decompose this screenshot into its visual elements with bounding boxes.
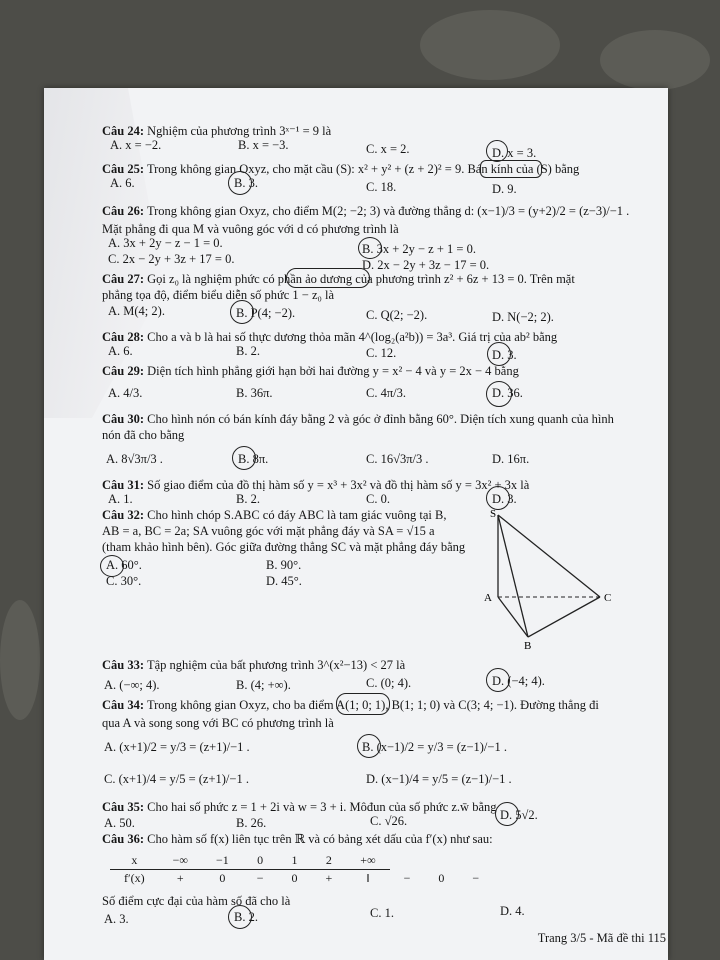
q35-option-a: A. 50. [104, 816, 135, 830]
q24-option-b: B. x = −3. [238, 138, 289, 152]
q35-option-d: D. 5√2. [500, 808, 538, 822]
q36-option-a: A. 3. [104, 912, 129, 926]
q24-option-a: A. x = −2. [110, 138, 162, 152]
edge-sc [498, 515, 600, 597]
sign-table-cell: + [325, 871, 333, 885]
question-27: Câu 27: Gọi z₀ là nghiệm phức có phần ảo dương của phương trình z² + 6z + 13 = 0. Trên mặt [102, 272, 575, 286]
vertex-b: B [524, 640, 532, 652]
edge-sb [498, 515, 528, 637]
q28-option-d: D. 3. [492, 348, 517, 362]
q30-option-c: C. 16√3π/3 . [366, 452, 429, 466]
sign-table-cell: − [472, 870, 480, 885]
q32-option-a: A. 60°. [106, 558, 142, 572]
question-28: Câu 28: Cho a và b là hai số thực dương thỏa mãn 4^(log₂(a²b)) = 3a³. Giá trị của ab² bằng [102, 330, 558, 344]
q29-option-d: D. 36. [492, 386, 523, 400]
question-25: Câu 25: Trong không gian Oxyz, cho mặt cầu (S): x² + y² + (z + 2)² = 9. Bán kính của (S) bằng [102, 162, 580, 176]
q29-option-c: C. 4π/3. [366, 386, 406, 400]
highlight-box [286, 268, 370, 288]
q30-option-d: D. 16π. [492, 452, 530, 466]
sign-table-f-header: f′(x) [124, 871, 145, 885]
question-26: Câu 26: Trong không gian Oxyz, cho điểm M(2; −2; 3) và đường thẳng d: (x−1)/3 = (y+2)/2 = (z−3)/−1 . [102, 204, 630, 218]
q33-option-d: D. (−4; 4). [492, 674, 545, 688]
sign-table-cell: −1 [202, 852, 243, 870]
sign-table-cell: + [176, 871, 184, 885]
q28-option-a: A. 6. [108, 344, 133, 358]
q32-option-b: B. 90°. [266, 558, 302, 572]
answer-circle [486, 668, 510, 692]
q28-option-b: B. 2. [236, 344, 260, 358]
sign-table-cell: +∞ [346, 852, 389, 870]
q24-option-c: C. x = 2. [366, 142, 410, 156]
q29-option-b: B. 36π. [236, 386, 273, 400]
sign-table-cell: 0 [438, 870, 445, 885]
sign-table-cell: ‖ [366, 871, 370, 885]
sign-table-cell: 0 [219, 871, 226, 885]
question-29: Câu 29: Diện tích hình phẳng giới hạn bởi hai đường y = x² − 4 và y = 2x − 4 bằng [102, 364, 519, 378]
q26-option-a: A. 3x + 2y − z − 1 = 0. [108, 236, 223, 250]
q31-option-d: D. 3. [492, 492, 517, 506]
answer-circle [486, 140, 508, 162]
q32-option-d: D. 45°. [266, 574, 302, 588]
sign-table-x-header: x [110, 852, 159, 870]
sign-table-cell: 1 [278, 852, 312, 870]
q30-option-a: A. 8√3π/3 . [106, 452, 163, 466]
sign-table-cell: −∞ [159, 852, 202, 870]
q34-option-a: A. (x+1)/2 = y/3 = (z+1)/−1 . [104, 740, 250, 754]
q26-option-c: C. 2x − 2y + 3z + 17 = 0. [108, 252, 235, 266]
q27-option-b: B. P(4; −2). [236, 306, 296, 320]
highlight-box [336, 693, 390, 715]
question-36: Câu 36: Cho hàm số f(x) liên tục trên ℝ và có bảng xét dấu của f′(x) như sau: [102, 832, 493, 846]
q25-option-a: A. 6. [110, 176, 135, 190]
question-36-line2: Số điểm cực đại của hàm số đã cho là [102, 894, 291, 908]
answer-circle [486, 381, 512, 407]
sign-table-cell: 0 [243, 852, 278, 870]
page-footer: Trang 3/5 - Mã đề thi 115 [537, 931, 666, 945]
vertex-s: S [490, 508, 497, 520]
answer-circle [357, 734, 381, 758]
q33-option-c: C. (0; 4). [366, 676, 412, 690]
question-30-line2: nón đã cho bằng [102, 428, 185, 442]
question-24: Câu 24: Nghiệm của phương trình 3ˣ⁻¹ = 9 là [102, 124, 332, 138]
q25-option-b: B. 3. [234, 176, 258, 190]
answer-circle [487, 342, 511, 366]
q30-option-b: B. 8π. [238, 452, 269, 466]
answer-circle [100, 555, 124, 577]
vertex-c: C [604, 592, 612, 604]
q25-option-d: D. 9. [492, 182, 517, 196]
question-34: Câu 34: Trong không gian Oxyz, cho ba điểm A(1; 0; 1), B(1; 1; 0) và C(3; 4; −1). Đường thẳng đi [102, 698, 599, 712]
q31-option-a: A. 1. [108, 492, 133, 506]
q28-option-c: C. 12. [366, 346, 397, 360]
answer-circle [358, 237, 382, 259]
question-32: Câu 32: Cho hình chóp S.ABC có đáy ABC là tam giác vuông tại B, [102, 508, 447, 522]
q29-option-a: A. 4/3. [108, 386, 143, 400]
pyramid-figure [480, 505, 620, 655]
question-35: Câu 35: Cho hai số phức z = 1 + 2i và w = 3 + i. Môđun của số phức z.w̄ bằng [102, 800, 497, 814]
sign-table [110, 852, 493, 887]
question-26-line2: Mặt phẳng đi qua M và vuông góc với d có phương trình là [102, 222, 399, 236]
answer-circle [228, 171, 252, 195]
question-34-line2: qua A và song song với BC có phương trình là [102, 716, 334, 730]
q36-option-c: C. 1. [370, 906, 394, 920]
q34-option-d: D. (x−1)/4 = y/5 = (z−1)/−1 . [366, 772, 512, 786]
q24-option-d: D. x = 3. [492, 146, 537, 160]
question-30: Câu 30: Cho hình nón có bán kính đáy bằng 2 và góc ở đỉnh bằng 60°. Diện tích xung quanh của hình [102, 412, 614, 426]
q33-option-b: B. (4; +∞). [236, 678, 291, 692]
q31-option-c: C. 0. [366, 492, 390, 506]
q25-option-c: C. 18. [366, 180, 397, 194]
q36-option-b: B. 2. [234, 910, 258, 924]
question-32-line3: (tham khảo hình bên). Góc giữa đường thẳng SC và mặt phẳng đáy bằng [102, 540, 466, 554]
sign-table-cell: 0 [291, 871, 298, 885]
vertex-a: A [484, 592, 492, 604]
q31-option-b: B. 2. [236, 492, 260, 506]
q26-option-b: B. 3x + 2y − z + 1 = 0. [362, 242, 476, 256]
q27-option-a: A. M(4; 2). [108, 304, 165, 318]
q33-option-a: A. (−∞; 4). [104, 678, 160, 692]
answer-circle [232, 446, 256, 470]
q27-option-c: C. Q(2; −2). [366, 308, 428, 322]
sign-table-cell: 2 [312, 852, 347, 870]
sign-table-cell: − [256, 871, 264, 885]
q26-option-d: D. 2x − 2y + 3z − 17 = 0. [362, 258, 490, 272]
question-32-line2: AB = a, BC = 2a; SA vuông góc với mặt phẳng đáy và SA = √15 a [102, 524, 435, 538]
edge-bc [528, 597, 600, 637]
question-27-line2: phẳng tọa độ, điểm biểu diễn số phức 1 − z₀ là [102, 288, 335, 302]
highlight-box [480, 160, 542, 178]
q34-option-b: B. (x−1)/2 = y/3 = (z−1)/−1 . [362, 740, 507, 754]
q32-option-c: C. 30°. [106, 574, 142, 588]
answer-circle [230, 300, 254, 324]
answer-circle [495, 802, 519, 826]
question-33: Câu 33: Tập nghiệm của bất phương trình 3^(x²−13) < 27 là [102, 658, 406, 672]
answer-circle [228, 905, 252, 929]
question-31: Câu 31: Số giao điểm của đồ thị hàm số y = x³ + 3x² và đồ thị hàm số y = 3x² + 3x là [102, 478, 530, 492]
q27-option-d: D. N(−2; 2). [492, 310, 554, 324]
q35-option-b: B. 26. [236, 816, 267, 830]
sign-table-cell: − [403, 870, 411, 885]
q35-option-c: C. √26. [370, 814, 408, 828]
q36-option-d: D. 4. [500, 904, 525, 918]
q34-option-c: C. (x+1)/4 = y/5 = (z+1)/−1 . [104, 772, 249, 786]
